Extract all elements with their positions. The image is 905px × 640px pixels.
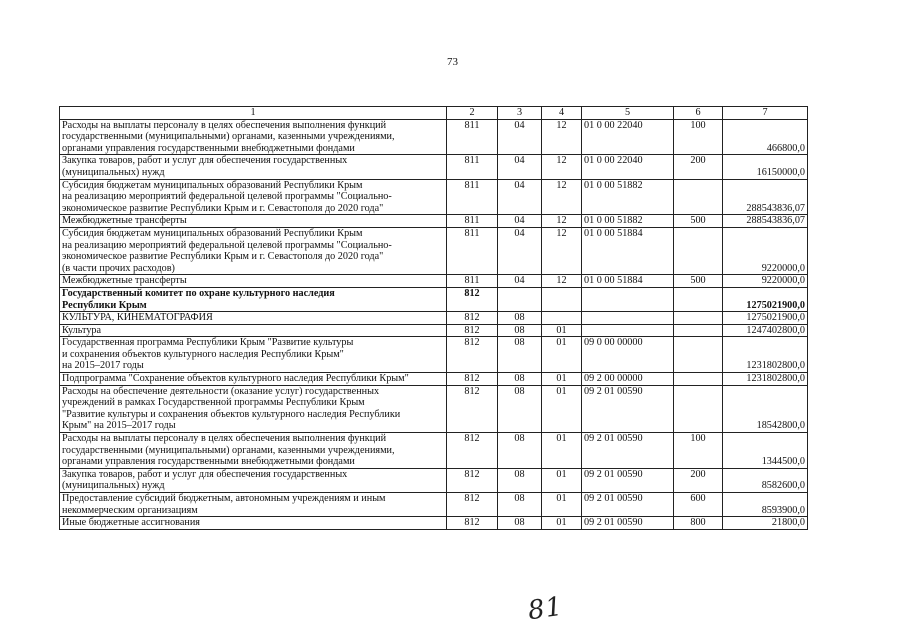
row-name-text: Субсидия бюджетам муниципальных образований Республики Крым на реализацию мероприятий федеральной целевой программы "Социально- экономическое развитие Республики Крым и г. Севастополя до 2020 года"	[62, 179, 392, 214]
row-ved-cell: 811	[447, 227, 498, 274]
table-row	[60, 517, 808, 530]
row-ved-cell: 812	[447, 433, 498, 469]
budget-table	[59, 106, 808, 530]
row-name-text: Закупка товаров, работ и услуг для обеспечения государственных (муниципальных) нужд	[62, 155, 348, 178]
row-csr-cell: 09 2 00 00000	[582, 373, 674, 386]
row-vr-cell	[674, 337, 723, 373]
row-ved-cell: 812	[447, 468, 498, 492]
row-name-cell	[60, 324, 447, 337]
row-rz-cell: 04	[498, 155, 542, 179]
row-rz-cell: 08	[498, 433, 542, 469]
row-rz-cell: 08	[498, 493, 542, 517]
row-ved-cell: 811	[447, 119, 498, 155]
row-pr-cell: 01	[542, 373, 582, 386]
row-pr-cell: 01	[542, 493, 582, 517]
row-csr-cell	[582, 324, 674, 337]
table-row	[60, 312, 808, 325]
row-name-text: Расходы на обеспечение деятельности (оказание услуг) государственных учреждений в рамках Государственной программы Республики Крым "Развитие культуры и сохранения объектов культурного наследия Республики Крым" на 2015–2017 годы	[62, 385, 401, 432]
row-ved-cell: 812	[447, 312, 498, 325]
row-sum-cell: 8582600,0	[723, 468, 808, 492]
row-sum-cell: 288543836,07	[723, 179, 808, 215]
header-cell-sum: 7	[723, 107, 808, 120]
row-sum-cell: 8593900,0	[723, 493, 808, 517]
row-name-text: КУЛЬТУРА, КИНЕМАТОГРАФИЯ	[62, 312, 213, 324]
row-ved-cell: 811	[447, 155, 498, 179]
row-csr-cell	[582, 312, 674, 325]
row-sum-cell: 16150000,0	[723, 155, 808, 179]
row-pr-cell: 01	[542, 433, 582, 469]
row-ved-cell: 812	[447, 287, 498, 311]
row-name-cell	[60, 312, 447, 325]
row-pr-cell: 01	[542, 337, 582, 373]
row-name-cell	[60, 373, 447, 386]
row-csr-cell: 09 2 01 00590	[582, 433, 674, 469]
header-cell-rz: 3	[498, 107, 542, 120]
row-vr-cell: 100	[674, 119, 723, 155]
row-rz-cell: 04	[498, 215, 542, 228]
table-row	[60, 227, 808, 274]
row-sum-cell: 9220000,0	[723, 227, 808, 274]
row-sum-cell: 1231802800,0	[723, 373, 808, 386]
row-rz-cell	[498, 287, 542, 311]
row-sum-cell: 288543836,07	[723, 215, 808, 228]
row-name-cell	[60, 517, 447, 530]
row-sum-cell: 1344500,0	[723, 433, 808, 469]
table-row	[60, 275, 808, 288]
row-vr-cell: 500	[674, 275, 723, 288]
row-vr-cell: 200	[674, 468, 723, 492]
row-sum-cell: 9220000,0	[723, 275, 808, 288]
row-pr-cell: 12	[542, 275, 582, 288]
row-vr-cell: 600	[674, 493, 723, 517]
row-csr-cell: 01 0 00 51882	[582, 179, 674, 215]
header-cell-csr: 5	[582, 107, 674, 120]
row-name-cell	[60, 337, 447, 373]
row-csr-cell: 01 0 00 22040	[582, 155, 674, 179]
row-name-cell	[60, 385, 447, 432]
row-name-cell	[60, 468, 447, 492]
row-name-cell	[60, 119, 447, 155]
row-name-text: Субсидия бюджетам муниципальных образований Республики Крым на реализацию мероприятий федеральной целевой программы "Социально- экономическое развитие Республики Крым и г. Севастополя до 2020 года" (в части прочих расходов)	[62, 227, 392, 274]
row-name-text: Закупка товаров, работ и услуг для обеспечения государственных (муниципальных) нужд	[62, 468, 348, 492]
row-csr-cell: 09 2 01 00590	[582, 493, 674, 517]
row-ved-cell: 812	[447, 324, 498, 337]
row-pr-cell: 12	[542, 155, 582, 179]
table-header-row	[60, 107, 808, 120]
table-row	[60, 373, 808, 386]
row-vr-cell: 800	[674, 517, 723, 530]
row-vr-cell	[674, 312, 723, 325]
row-name-cell	[60, 275, 447, 288]
row-vr-cell	[674, 373, 723, 386]
row-name-text: Расходы на выплаты персоналу в целях обеспечения выполнения функций государственными (муниципальными) органами, казенными учреждениями, органами управления государственными внебюджетными фондами	[62, 433, 395, 468]
row-name-cell	[60, 227, 447, 274]
row-csr-cell: 09 0 00 00000	[582, 337, 674, 373]
header-cell-pr: 4	[542, 107, 582, 120]
row-name-cell	[60, 493, 447, 517]
table-row	[60, 179, 808, 215]
row-sum-cell: 1231802800,0	[723, 337, 808, 373]
row-name-cell	[60, 155, 447, 179]
row-vr-cell	[674, 287, 723, 311]
row-name-text: Межбюджетные трансферты	[62, 215, 187, 227]
row-name-cell	[60, 287, 447, 311]
row-csr-cell: 09 2 01 00590	[582, 517, 674, 530]
row-vr-cell: 200	[674, 155, 723, 179]
row-rz-cell: 08	[498, 468, 542, 492]
row-name-text: Государственный комитет по охране культурного наследия Республики Крым	[62, 287, 335, 311]
row-name-text: Государственная программа Республики Крым "Развитие культуры и сохранения объектов культурного наследия Республики Крым" на 2015–2017 годы	[62, 337, 354, 372]
row-name-cell	[60, 179, 447, 215]
row-csr-cell: 09 2 01 00590	[582, 385, 674, 432]
row-pr-cell: 12	[542, 179, 582, 215]
handwritten-page-mark: 81	[526, 591, 566, 627]
row-pr-cell: 12	[542, 227, 582, 274]
row-ved-cell: 812	[447, 493, 498, 517]
table-row	[60, 324, 808, 337]
row-rz-cell: 04	[498, 227, 542, 274]
row-vr-cell	[674, 385, 723, 432]
row-sum-cell: 21800,0	[723, 517, 808, 530]
row-ved-cell: 812	[447, 337, 498, 373]
row-pr-cell: 12	[542, 215, 582, 228]
row-ved-cell: 812	[447, 373, 498, 386]
table-row	[60, 215, 808, 228]
row-csr-cell: 01 0 00 51884	[582, 275, 674, 288]
row-pr-cell: 01	[542, 468, 582, 492]
row-name-text: Иные бюджетные ассигнования	[62, 517, 200, 529]
row-rz-cell: 04	[498, 119, 542, 155]
table-row	[60, 119, 808, 155]
row-pr-cell: 01	[542, 517, 582, 530]
row-csr-cell	[582, 287, 674, 311]
row-sum-cell: 1275021900,0	[723, 287, 808, 311]
row-ved-cell: 812	[447, 385, 498, 432]
row-csr-cell: 01 0 00 22040	[582, 119, 674, 155]
row-rz-cell: 08	[498, 324, 542, 337]
row-ved-cell: 812	[447, 517, 498, 530]
row-pr-cell: 01	[542, 324, 582, 337]
row-vr-cell	[674, 227, 723, 274]
header-cell-ved: 2	[447, 107, 498, 120]
row-rz-cell: 08	[498, 312, 542, 325]
row-vr-cell	[674, 179, 723, 215]
table-row	[60, 287, 808, 311]
row-ved-cell: 811	[447, 179, 498, 215]
table-row	[60, 337, 808, 373]
header-cell-name: 1	[60, 107, 447, 120]
table-row	[60, 385, 808, 432]
table-row	[60, 155, 808, 179]
row-name-text: Подпрограмма "Сохранение объектов культурного наследия Республики Крым"	[62, 373, 409, 385]
table-row	[60, 468, 808, 492]
row-name-cell	[60, 433, 447, 469]
row-rz-cell: 04	[498, 179, 542, 215]
row-rz-cell: 08	[498, 337, 542, 373]
row-sum-cell: 18542800,0	[723, 385, 808, 432]
row-sum-cell: 1275021900,0	[723, 312, 808, 325]
row-csr-cell: 01 0 00 51882	[582, 215, 674, 228]
row-name-cell	[60, 215, 447, 228]
row-vr-cell: 100	[674, 433, 723, 469]
row-pr-cell	[542, 287, 582, 311]
table-row	[60, 433, 808, 469]
page-number: 73	[447, 56, 458, 68]
table-row	[60, 493, 808, 517]
row-pr-cell: 01	[542, 385, 582, 432]
row-pr-cell: 12	[542, 119, 582, 155]
row-csr-cell: 01 0 00 51884	[582, 227, 674, 274]
row-sum-cell: 466800,0	[723, 119, 808, 155]
row-rz-cell: 08	[498, 373, 542, 386]
row-csr-cell: 09 2 01 00590	[582, 468, 674, 492]
row-rz-cell: 04	[498, 275, 542, 288]
row-name-text: Предоставление субсидий бюджетным, автономным учреждениям и иным некоммерческим организациям	[62, 493, 386, 516]
row-ved-cell: 811	[447, 275, 498, 288]
row-name-text: Расходы на выплаты персоналу в целях обеспечения выполнения функций государственными (муниципальными) органами, казенными учреждениями, органами управления государственными внебюджетными фондами	[62, 119, 395, 154]
row-ved-cell: 811	[447, 215, 498, 228]
row-name-text: Культура	[62, 324, 102, 336]
header-cell-vr: 6	[674, 107, 723, 120]
row-vr-cell: 500	[674, 215, 723, 228]
row-sum-cell: 1247402800,0	[723, 324, 808, 337]
row-rz-cell: 08	[498, 385, 542, 432]
row-rz-cell: 08	[498, 517, 542, 530]
row-pr-cell	[542, 312, 582, 325]
row-vr-cell	[674, 324, 723, 337]
row-name-text: Межбюджетные трансферты	[62, 275, 187, 287]
